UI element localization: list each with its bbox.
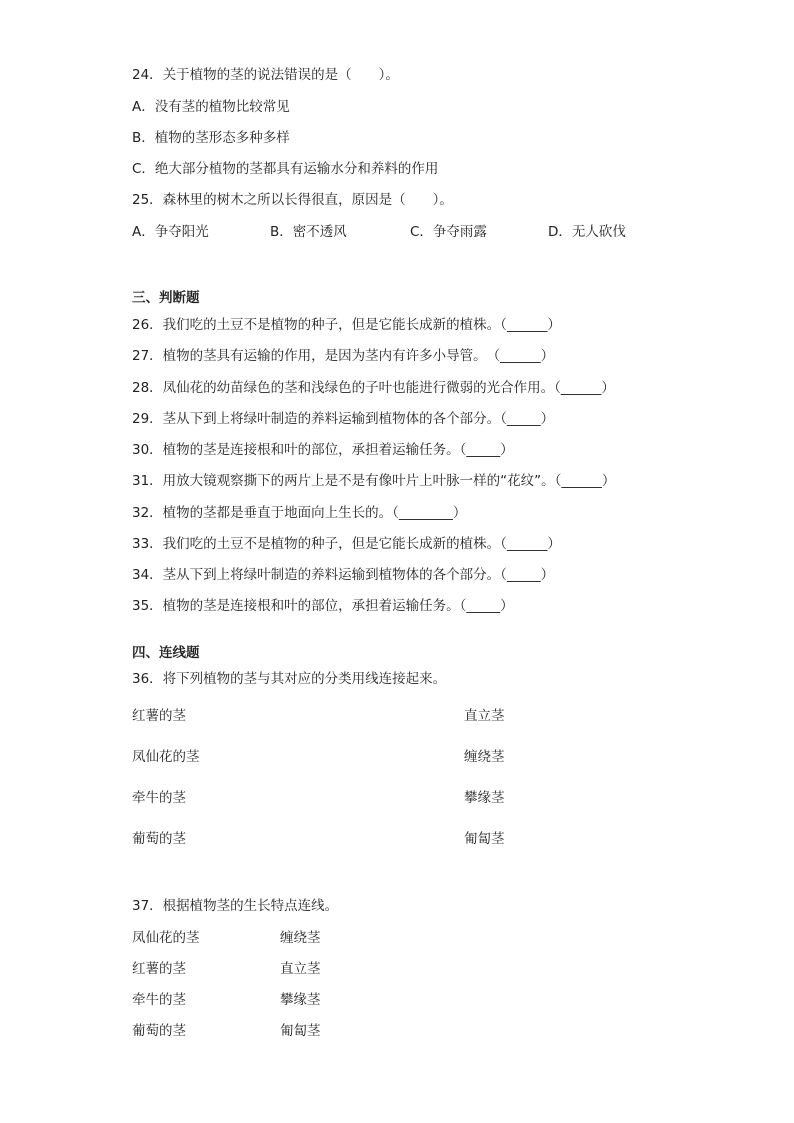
judge-item-32: 32．植物的茎都是垂直于地面向上生长的。（________） [132, 505, 467, 521]
match-36-right-item: 缠绕茎 [464, 749, 505, 765]
match-37-left-item: 牵牛的茎 [132, 992, 186, 1008]
section-title-matching: 四、连线题 [132, 645, 200, 661]
question-24-option-b: B．植物的茎形态多种多样 [132, 130, 290, 146]
question-37-stem: 37．根据植物茎的生长特点连线。 [132, 898, 339, 914]
question-25-option-b: B．密不透风 [270, 224, 347, 240]
match-37-right-item: 缠绕茎 [280, 930, 321, 946]
question-24-option-a: A．没有茎的植物比较常见 [132, 99, 290, 115]
judge-item-31: 31．用放大镜观察撕下的两片上是不是有像叶片上叶脉一样的“花纹”。（______） [132, 473, 616, 489]
match-37-right-item: 直立茎 [280, 961, 321, 977]
match-36-left-item: 葡萄的茎 [132, 831, 186, 847]
section-title-judge: 三、判断题 [132, 290, 200, 306]
judge-item-29: 29．茎从下到上将绿叶制造的养料运输到植物体的各个部分。（_____） [132, 411, 555, 427]
question-24-option-c: C．绝大部分植物的茎都具有运输水分和养料的作用 [132, 161, 439, 177]
question-25-stem: 25．森林里的树木之所以长得很直，原因是（ ）。 [132, 192, 453, 208]
match-37-right-item: 匍匐茎 [280, 1023, 321, 1039]
question-24-stem: 24．关于植物的茎的说法错误的是（ ）。 [132, 67, 399, 83]
match-37-left-item: 葡萄的茎 [132, 1023, 186, 1039]
question-25-option-c: C．争夺雨露 [410, 224, 487, 240]
match-36-left-item: 红薯的茎 [132, 708, 186, 724]
match-37-right-item: 攀缘茎 [280, 992, 321, 1008]
judge-item-28: 28．凤仙花的幼苗绿色的茎和浅绿色的子叶也能进行微弱的光合作用。（______） [132, 380, 615, 396]
question-36-stem: 36．将下列植物的茎与其对应的分类用线连接起来。 [132, 671, 447, 687]
match-36-left-item: 凤仙花的茎 [132, 749, 200, 765]
judge-item-34: 34．茎从下到上将绿叶制造的养料运输到植物体的各个部分。（_____） [132, 567, 555, 583]
judge-item-27: 27．植物的茎具有运输的作用，是因为茎内有许多小导管。 （______） [132, 348, 555, 364]
judge-item-33: 33．我们吃的土豆不是植物的种子，但是它能长成新的植株。（______） [132, 536, 561, 552]
match-36-right-item: 攀缘茎 [464, 790, 505, 806]
judge-item-30: 30．植物的茎是连接根和叶的部位，承担着运输任务。（_____） [132, 442, 514, 458]
judge-item-26: 26．我们吃的土豆不是植物的种子，但是它能长成新的植株。（______） [132, 317, 561, 333]
match-37-left-item: 红薯的茎 [132, 961, 186, 977]
match-36-right-item: 直立茎 [464, 708, 505, 724]
question-25-option-d: D．无人砍伐 [548, 224, 626, 240]
match-36-left-item: 牵牛的茎 [132, 790, 186, 806]
match-37-left-item: 凤仙花的茎 [132, 930, 200, 946]
judge-item-35: 35．植物的茎是连接根和叶的部位，承担着运输任务。（_____） [132, 598, 514, 614]
question-25-option-a: A．争夺阳光 [132, 224, 209, 240]
match-36-right-item: 匍匐茎 [464, 831, 505, 847]
